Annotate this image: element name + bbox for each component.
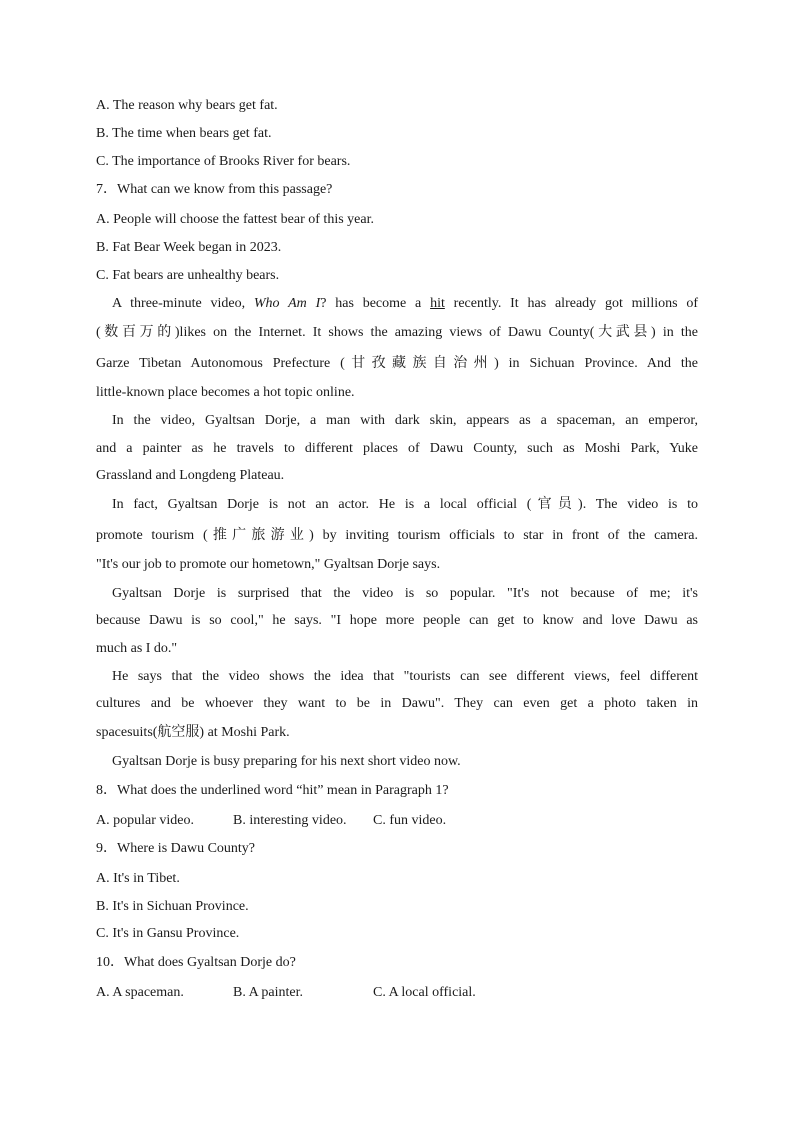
q6-option-c: C. The importance of Brooks River for bears. [96, 154, 351, 169]
passage-p4-line1: Gyaltsan Dorje is surprised that the video is so popular. "It's not because of me; it's [112, 586, 698, 601]
passage-p2-line1: In the video, Gyaltsan Dorje, a man with dark skin, appears as a spaceman, an emperor, [112, 413, 698, 428]
q9-question: 9．Where is Dawu County? [96, 841, 256, 856]
passage-p3-line3: "It's our job to promote our hometown," Gyaltsan Dorje says. [96, 557, 441, 572]
passage-p1-line3: Garze Tibetan Autonomous Prefecture (甘孜藏族自治州) in Sichuan Province. And the [96, 356, 698, 371]
passage-p5-line1: He says that the video shows the idea that "tourists can see different views, feel different [112, 669, 698, 684]
q7-option-a: A. People will choose the fattest bear of this year. [96, 212, 374, 227]
q9-option-c: C. It's in Gansu Province. [96, 926, 240, 941]
q7-option-b: B. Fat Bear Week began in 2023. [96, 240, 282, 255]
passage-p2-line3: Grassland and Longdeng Plateau. [96, 468, 285, 483]
q10-option-c: C. A local official. [373, 985, 476, 1000]
passage-p1-line4: little-known place becomes a hot topic online. [96, 385, 355, 400]
q8-question: 8．What does the underlined word “hit” mean in Paragraph 1? [96, 783, 449, 798]
passage-p6-line1: Gyaltsan Dorje is busy preparing for his next short video now. [112, 754, 461, 769]
q10-option-b: B. A painter. [233, 985, 303, 1000]
passage-p4-line2: because Dawu is so cool," he says. "I hope more people can get to know and love Dawu as [96, 613, 698, 628]
q10-options [96, 983, 476, 1003]
q8-option-c: C. fun video. [373, 813, 447, 828]
underlined-word-hit: hit [430, 296, 445, 311]
passage-p3-line1: In fact, Gyaltsan Dorje is not an actor. He is a local official (官员). The video is to [112, 497, 698, 512]
q10-option-a: A. A spaceman. [96, 985, 184, 1000]
q6-option-a: A. The reason why bears get fat. [96, 98, 278, 113]
q7-question: 7．What can we know from this passage? [96, 182, 333, 197]
q10-question: 10．What does Gyaltsan Dorje do? [96, 955, 296, 970]
q8-options [96, 811, 447, 831]
passage-p4-line3: much as I do." [96, 641, 178, 656]
passage-p3-line2: promote tourism (推广旅游业) by inviting tourism officials to star in front of the camera. [96, 528, 698, 543]
passage-p5-line3: spacesuits(航空服) at Moshi Park. [96, 725, 290, 740]
passage-p1-line1: A three-minute video, Who Am I? has become a hit recently. It has already got millions of [112, 296, 699, 311]
q6-option-b: B. The time when bears get fat. [96, 126, 272, 141]
passage-p2-line2: and a painter as he travels to different places of Dawu County, such as Moshi Park, Yuke [96, 441, 698, 456]
q8-option-b: B. interesting video. [233, 813, 347, 828]
q7-option-c: C. Fat bears are unhealthy bears. [96, 268, 280, 283]
q9-option-a: A. It's in Tibet. [96, 871, 180, 886]
passage-p5-line2: cultures and be whoever they want to be in Dawu". They can even get a photo taken in [96, 696, 698, 711]
q9-option-b: B. It's in Sichuan Province. [96, 899, 249, 914]
q8-option-a: A. popular video. [96, 813, 194, 828]
passage-p1-line2: (数百万的)likes on the Internet. It shows the amazing views of Dawu County(大武县) in the [96, 325, 698, 340]
video-title: Who Am I [253, 296, 321, 311]
